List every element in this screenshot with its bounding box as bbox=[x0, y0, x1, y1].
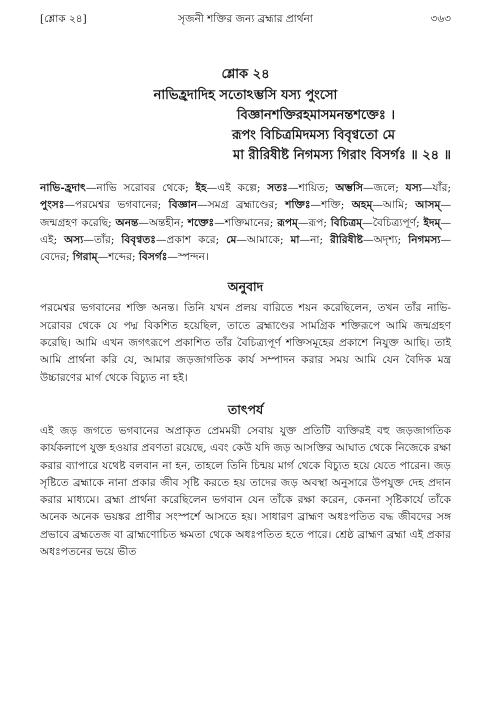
synonym-meaning: —তাঁর bbox=[83, 233, 111, 246]
synonym-meaning: —শায়িত bbox=[287, 182, 325, 194]
synonym-meaning: —না bbox=[299, 233, 320, 246]
synonym-word: ইহ bbox=[195, 182, 207, 194]
synonym-word: আসম্ bbox=[415, 199, 441, 212]
synonym-word: গিরাম্ bbox=[72, 251, 98, 264]
verse-number: শ্লোক ২৪ bbox=[221, 67, 270, 82]
running-header bbox=[40, 12, 451, 28]
purport-heading: তাৎপর্য bbox=[227, 401, 264, 417]
verse-line: রূপং বিচিত্রমিদমস্য বিবৃণ্বতো মে bbox=[232, 128, 395, 143]
header-chapter-title: সৃজনী শক্তির জন্য ব্রহ্মার প্রার্থনা bbox=[178, 13, 313, 25]
translation-heading: অনুবাদ bbox=[227, 279, 264, 295]
synonym-meaning: —স্পন্দন bbox=[167, 251, 205, 264]
synonym-word: বিজ্ঞান bbox=[168, 199, 198, 212]
synonym-word: শক্তেঃ bbox=[187, 216, 215, 229]
synonym-meaning: —বেদের bbox=[40, 233, 452, 264]
synonym-word: মা bbox=[290, 233, 300, 246]
synonym-word: অম্ভসি bbox=[335, 182, 363, 194]
synonym-word: সতঃ bbox=[267, 182, 288, 194]
header-verse-ref: [শ্লোক ২৪] bbox=[40, 13, 87, 25]
synonym-meaning: —বৈচিত্র্যপূর্ণ bbox=[362, 216, 417, 229]
synonym-word: শক্তিঃ bbox=[285, 199, 311, 212]
synonym-word: বিবৃণ্বতঃ bbox=[121, 233, 156, 246]
synonym-word: ইদম্ bbox=[423, 216, 441, 229]
verse-line: বিজ্ঞানশক্তিরহমাসমনন্তশক্তেঃ । bbox=[236, 108, 395, 123]
synonym-meaning: —শব্দের bbox=[97, 251, 132, 264]
synonym-meaning: —সমগ্র ব্রহ্মাণ্ডের bbox=[197, 199, 275, 212]
verse-text bbox=[40, 86, 451, 166]
synonym-word: নাভি-হ্রদাৎ bbox=[40, 182, 86, 194]
synonym-meaning: —আমাকে bbox=[236, 233, 280, 246]
synonym-meaning: —শক্তিমানের bbox=[214, 216, 270, 229]
synonym-word: বিচিত্রম্ bbox=[330, 216, 363, 229]
synonym-word: অহম্ bbox=[351, 199, 373, 212]
synonym-word: অস্য bbox=[64, 233, 84, 246]
translation-text: পরমেশ্বর ভগবানের শক্তি অনন্ত। তিনি যখন প্রলয় বারিতে শয়ন করেছিলেন, তখন তাঁর নাভি-সরোবর থেকে যে পদ্ম বিকশিত হয়েছিল, তাতে ব্রহ্মাণ্ডের সামগ্রিক শক্তিরূপে আমি জন্মগ্রহণ করেছি। আমি এখন জগৎরূপে প্রকাশিত তাঁর বৈচিত্র্যপূর্ণ শক্তিসমূহের প্রকাশে নিযুক্ত আছি। তাই আমি প্রার্থনা করি যে, আমার জড়জাগতিক কার্য সম্পাদন করার সময় আমি যেন বৈদিক মন্ত্র উচ্চারণের মার্গ থেকে বিচ্যুত না হই। bbox=[40, 302, 451, 384]
synonym-word: রীরিষীষ্ট bbox=[330, 233, 363, 246]
synonym-word: মে bbox=[226, 233, 237, 246]
synonym-word: যস্য bbox=[405, 182, 422, 194]
synonym-meaning: —জন্মগ্রহণ করেছি bbox=[40, 199, 452, 229]
page-number: ৩৬৩ bbox=[430, 13, 451, 25]
synonym-meaning: —অদৃশ্য bbox=[362, 233, 398, 246]
synonym-meaning: —প্রকাশ করে bbox=[155, 233, 216, 246]
synonym-word: অনন্ত bbox=[115, 216, 139, 229]
synonym-word: নিগমস্য bbox=[408, 233, 441, 246]
synonym-meaning: —নাভি সরোবর থেকে bbox=[85, 182, 186, 194]
synonym-meaning: —রূপ bbox=[297, 216, 324, 229]
verse-line: নাভিহ্রদাদিহ সতোঽম্ভসি যস্য পুংসো bbox=[153, 88, 338, 103]
verse-line: মা রীরিষীষ্ট নিগমস্য গিরাং বিসর্গঃ ॥ ২৪ ॥ bbox=[232, 148, 451, 163]
synonym-meaning: —যাঁর bbox=[421, 182, 448, 194]
synonym-meaning: —শক্তি bbox=[310, 199, 341, 212]
synonym-meaning: —অন্তহীন bbox=[138, 216, 181, 229]
purport-text: এই জড় জগতে ভগবানের অপ্রাকৃত প্রেমময়ী সেবায় যুক্ত প্রতিটি ব্যক্তিরই বহু জড়জাগতিক কার্যকলাপে যুক্ত হওয়ার প্রবণতা রয়েছে, এবং কেউ যদি জড় আসক্তির আঘাত থেকে নিজেকে রক্ষা করার ব্যাপারে যথেষ্ট বলবান না হন, তাহলে তিনি চিন্ময় মার্গ থেকে বিচ্যুত হয়ে যেতে পারেন। জড় সৃষ্টিতে ব্রহ্মাকে নানা প্রকার জীব সৃষ্টি করতে হয় তাদের জড় অবস্থা অনুসারে উপযুক্ত দেহ প্রদান করার মাধ্যমে। ব্রহ্মা প্রার্থনা করেছিলেন ভগবান যেন তাঁকে রক্ষা করেন, কেননা সৃষ্টিকার্যে তাঁকে অনেক অনেক ভয়ঙ্কর প্রাণীর সংস্পর্শে আসতে হয়। সাধারণ ব্রাহ্মণ অধঃপতিত বদ্ধ জীবদের সঙ্গ প্রভাবে ব্রহ্মতেজ বা ব্রাহ্মণোচিত ক্ষমতা থেকে অধঃপতিত হতে পারে। শ্রেষ্ঠ ব্রাহ্মণ ব্রহ্মা এই প্রকার অধঃপতনের ভয়ে ভীত bbox=[40, 424, 452, 559]
synonym-meaning: —পরমেশ্বর ভগবানের bbox=[64, 199, 158, 212]
synonym-word: বিসর্গঃ bbox=[138, 251, 168, 264]
synonym-meaning: —এই কল্পে bbox=[206, 182, 257, 194]
synonym-word: রূপম্ bbox=[277, 216, 298, 229]
word-synonyms: নাভি-হ্রদাৎ—নাভি সরোবর থেকে; ইহ—এই কল্পে; সতঃ—শায়িত; অম্ভসি—জলে; যস্য—যাঁর; পুংসঃ—পরমেশ্বর ভগবানের; বিজ্ঞান—সমগ্র ব্রহ্মাণ্ডের; শক্তিঃ—শক্তি; অহম্—আমি; আসম্—জন্মগ্রহণ করেছি; অনন্ত—অন্তহীন; শক্তেঃ—শক্তিমানের; রূপম্—রূপ; বিচিত্রম্—বৈচিত্র্যপূর্ণ; ইদম্—এই; অস্য—তাঁর; বিবৃণ্বতঃ—প্রকাশ করে; মে—আমাকে; মা—না; রীরিষীষ্ট—অদৃশ্য; নিগমস্য—বেদের; গিরাম্—শব্দের; বিসর্গঃ—স্পন্দন। bbox=[40, 182, 452, 264]
synonym-meaning: —জলে bbox=[363, 182, 396, 194]
synonym-word: পুংসঃ bbox=[40, 199, 65, 212]
synonym-meaning: —এই bbox=[40, 216, 452, 246]
synonym-meaning: —আমি bbox=[372, 199, 405, 212]
page-body bbox=[40, 66, 451, 561]
